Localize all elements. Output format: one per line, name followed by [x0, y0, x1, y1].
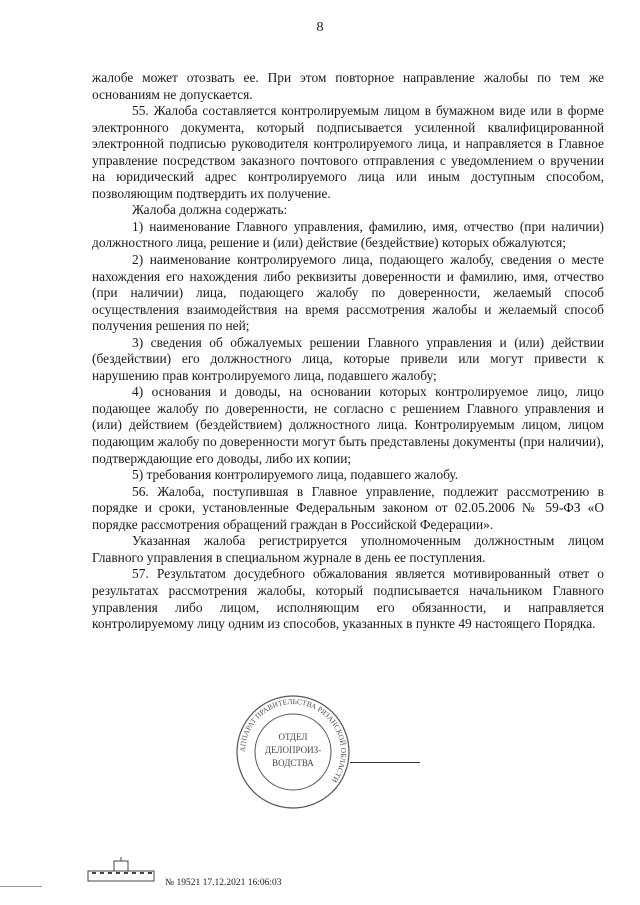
- paragraph-57: 57. Результатом досудебного обжалования является мотивированный ответ о результатах рассмотрения жалобы, который подписывается начальником Главного управления либо лицом, исполняющим его обязанности, и направляется контролируемому лицу одним из способов, указанных в пункте 49 настоящего Порядка.: [92, 566, 604, 632]
- edge-mark: [0, 886, 42, 887]
- stamp-line-1: ОТДЕЛ: [278, 732, 308, 742]
- registration-footer: № 19521 17.12.2021 16:06:03: [165, 878, 282, 888]
- list-item-2: 2) наименование контролируемого лица, подающего жалобу, сведения о месте нахождения его нахождения либо реквизиты доверенности и фамилию, имя, отчество (при наличии) лица, подающего жалобу по доверенности, желаемый способ осуществления взаимодействия на время рассмотрения жалобы и желаемый способ получения решения по ней;: [92, 252, 604, 334]
- list-item-1: 1) наименование Главного управления, фамилию, имя, отчество (при наличии) должностного лица, решение и (или) действие (бездействие) которых обжалуются;: [92, 218, 604, 251]
- list-item-5: 5) требования контролируемого лица, подавшего жалобу.: [132, 467, 459, 483]
- document-body: [92, 70, 604, 633]
- page-number: 8: [316, 20, 324, 35]
- stamp-line-3: ВОДСТВА: [272, 758, 314, 768]
- list-item-3: 3) сведения об обжалуемых решении Главного управления и (или) действии (бездействии) его должностного лица, которые привели или могут привести к нарушению прав контролируемого лица, подавшего жалобу;: [92, 334, 604, 383]
- signature-line: [350, 762, 420, 763]
- list-item-4: 4) основания и доводы, на основании которых контролируемое лицо, лицо подающее жалобу по доверенности, не согласно с решением Главного управления и (или) действием (бездействием) должностного лица. Контролируемым лицом, лицом подающим жалобу по доверенности могут быть представлены документы (при наличии), подтверждающие его доводы, либо их копии;: [92, 384, 604, 466]
- official-stamp: [233, 692, 353, 812]
- paragraph-56: 56. Жалоба, поступившая в Главное управление, подлежит рассмотрению в порядке и сроки, установленные Федеральным законом от 02.05.2006 № 59-ФЗ «О порядке рассмотрения обращений граждан в Российской Федерации».: [92, 483, 604, 532]
- paragraph-complaint-content-intro: Жалоба должна содержать:: [132, 202, 288, 218]
- paragraph-55: 55. Жалоба составляется контролируемым лицом в бумажном виде или в форме электронного документа, который подписывается усиленной квалифицированной электронной подписью руководителя контролируемого лица, и направляется в Главное управление посредством заказного почтового отправления с уведомлением о вручении на юридический адрес контролируемого лица или иным доступным способом, позволяющим подтвердить их получение.: [92, 103, 604, 201]
- paragraph-continuation: жалобе может отозвать ее. При этом повторное направление жалобы по тем же основаниям не допускается.: [92, 70, 604, 102]
- paragraph-registration: Указанная жалоба регистрируется уполномоченным должностным лицом Главного управления в специальном журнале в день ее поступления.: [92, 533, 604, 565]
- registry-logo-icon: [86, 857, 156, 883]
- stamp-line-2: ДЕЛОПРОИЗ-: [264, 745, 322, 755]
- stamp-ring-text: АППАРАТ ПРАВИТЕЛЬСТВА РЯЗАНСКОЙ ОБЛАСТИ: [237, 696, 349, 785]
